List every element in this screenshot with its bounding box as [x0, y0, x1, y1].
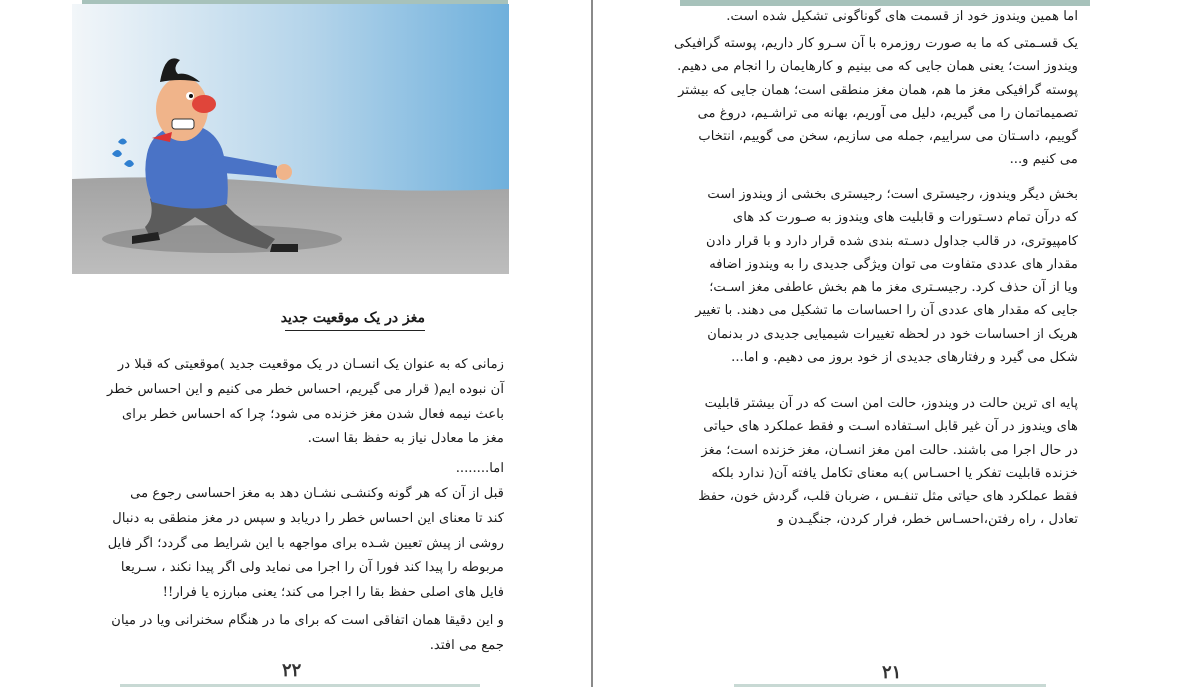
text-line: فقط عملکرد های حیاتی مثل تنفـس ، ضربان قلب، گردش خون، حفظ	[698, 489, 1078, 505]
text-line: هریک از احساسات خود در لحظه تغییرات شیمیایی جدیدی در بدنمان	[707, 326, 1078, 342]
text-line: جمع می افتد.	[429, 637, 504, 653]
text-line: و این دقیقا همان اتفاقی است که برای ما در هنگام سخنرانی ویا در میان	[111, 613, 504, 628]
text-line: زمانی که به عنوان یک انسـان در یک موقعیت جدید )موقعیتی که قبلا در	[117, 357, 504, 372]
text-line: تعادل ، راه رفتن،احسـاس خطر، فرار کردن، جنگیـدن و	[777, 512, 1078, 528]
text-line: گوییم، داسـتان می سراییم، جمله می سازیم، سخن می گوییم، انتخاب	[698, 129, 1078, 145]
text-line: پایه ای ترین حالت در ویندوز، حالت امن است که در آن بیشتر قابلیت	[704, 396, 1078, 411]
book-spine-divider	[591, 0, 593, 687]
text-line: ویا از آن حذف کرد. رجیسـتری مغز ما هم بخش عاطفی مغز اسـت؛	[709, 280, 1078, 296]
text-line: اما........	[455, 461, 504, 476]
text-line: بخش دیگر ویندوز، رجیستری است؛ رجیستری بخشی از ویندوز است	[707, 187, 1078, 202]
right-paragraph-1	[690, 5, 1078, 28]
page-number-left: ۲۲	[282, 660, 302, 681]
text-line: جایی که مقدار های عددی آن را احساسات ما تشکیل می دهند. با تغییر	[695, 303, 1078, 319]
left-paragraph-4	[108, 609, 504, 659]
text-line: می کنیم و...	[1009, 152, 1078, 168]
text-line: آن نبوده ایم( قرار می گیریم، احساس خطر می کنیم و این احساس خطر	[107, 381, 504, 397]
left-paragraph-3	[108, 482, 504, 606]
page-number-right: ۲۱	[882, 662, 902, 683]
text-line: که درآن تمام دسـتورات و قابلیت های ویندوز به صـورت کد های	[732, 210, 1078, 226]
cartoon-man-walking-illustration	[72, 4, 509, 274]
left-paragraph-2	[108, 457, 504, 482]
text-line: کند تا معنای این احساس خطر را دریابد و سپس در مغز منطقی به دنبال	[112, 510, 504, 526]
text-line: کامپیوتری، در قالب جداول دسـته بندی شده قرار دارد و با قرار دادن	[706, 233, 1078, 249]
text-line: پوسته گرافیکی مغز ما هم، همان مغز منطقی است؛ همان جایی که بیشتر	[678, 82, 1078, 98]
right-paragraph-4	[690, 392, 1078, 532]
right-paragraph-3	[690, 183, 1078, 369]
text-line: اما همین ویندوز خود از قسمت های گوناگونی تشکیل شده است.	[726, 9, 1078, 24]
text-line: روشی از پیش تعیین شـده برای مواجهه با این شرایط می گردد؛ اگر فایل	[107, 535, 504, 551]
text-line: مربوطه را پیدا کند فورا آن را اجرا می نماید ولی اگر پیدا نکند ، سـریعا	[120, 560, 504, 576]
text-line: تصمیماتمان را می گیریم، دلیل می آوریم، بهانه می تراشـیم، دروغ می	[697, 105, 1078, 121]
text-line: های ویندوز در آن غیر قابل اسـتفاده اسـت و فقط عملکرد های حیاتی	[703, 419, 1078, 435]
text-line: در حال اجرا می باشند. حالت امن مغز انسـان، مغز خزنده است؛ مغز	[701, 442, 1078, 458]
text-line: یک قسـمتی که ما به صورت روزمره با آن سـرو کار داریم، پوسته گرافیکی	[673, 36, 1078, 51]
text-line: باعث نیمه فعال شدن مغز خزنده می شود؛ چرا که احساس خطر برای	[121, 406, 504, 422]
text-line: ویندوز است؛ یعنی همان جایی که می بینیم و کارهایمان را انجام می دهیم.	[677, 59, 1078, 75]
text-line: شکل می گیرد و رفتارهای جدیدی از خود بروز می دهیم. و اما...	[731, 350, 1078, 366]
text-line: خزنده قابلیت تفکر یا احسـاس )به معنای تکامل یافته آن( ندارد بلکه	[711, 465, 1078, 481]
text-line: مقدار های عددی متفاوت می توان ویژگی جدیدی را به ویندوز اضافه	[709, 256, 1078, 272]
text-line: فایل های اصلی حفظ بقا را اجرا می کند؛ یعنی مبارزه یا فرار!!	[162, 585, 504, 601]
text-line: قبل از آن که هر گونه وکنشـی نشـان دهد به مغز احساسی رجوع می	[130, 486, 504, 501]
right-paragraph-2	[673, 32, 1078, 172]
section-heading: مغز در یک موقعیت جدید	[285, 310, 425, 331]
text-line: مغز ما معادل نیاز به حفظ بقا است.	[307, 431, 504, 447]
left-paragraph-1	[108, 353, 504, 452]
